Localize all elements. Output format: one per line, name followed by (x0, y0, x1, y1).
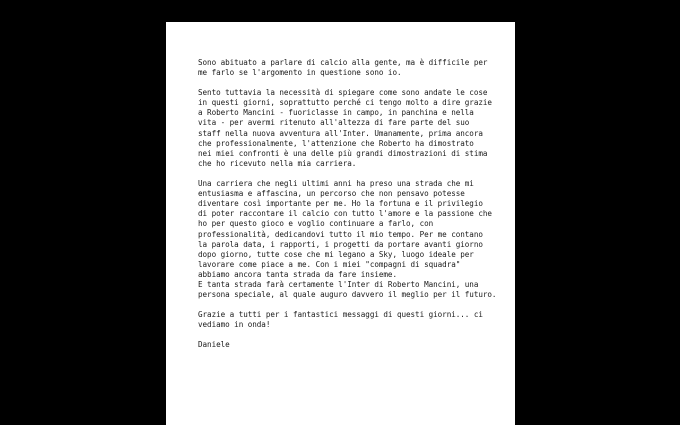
text-line: Una carriera che negli ultimi anni ha preso una strada che mi (198, 178, 474, 188)
paragraph-thanks (198, 310, 497, 330)
signature: Daniele (198, 340, 230, 350)
text-line: dopo giorno, tutte cose che mi legano a Sky, luogo ideale per (198, 249, 474, 259)
text-line: entusiasma e affascina, un percorso che non pensavo potesse (198, 188, 465, 198)
text-line: vita - per avermi ritenuto all'altezza di fare parte del suo (198, 118, 470, 128)
text-line: di poter raccontare il calcio con tutto l'amore e la passione che (198, 209, 492, 219)
text-line: vediamo in onda! (198, 320, 271, 330)
text-line: staff nella nuova avventura all'Inter. Umanamente, prima ancora (198, 128, 483, 138)
text-line: Sento tuttavia la necessità di spiegare come sono andate le cose (198, 87, 488, 97)
text-line: Sono abituato a parlare di calcio alla gente, ma è difficile per (198, 58, 488, 67)
text-line: ho per questo gioco e voglio continuare a farlo, con (198, 219, 434, 229)
text-line: nei miei confronti è una delle più grandi dimostrazioni di stima (198, 148, 488, 158)
text-line: persona speciale, al quale auguro davvero il meglio per il futuro. (198, 290, 497, 300)
text-line: me farlo se l'argomento in questione sono io. (198, 68, 402, 78)
text-line: lavorare come piace a me. Con i miei "compagni di squadra" (198, 260, 461, 269)
text-line: diventare così importante per me. Ho la fortuna e il privilegio (198, 199, 483, 209)
text-line: a Roberto Mancini - fuoriclasse in campo, in panchina e nella (198, 108, 474, 118)
letter-page (166, 22, 515, 425)
paragraph-intro (198, 58, 497, 78)
text-line: professionalità, dedicandovi tutto il mio tempo. Per me contano (198, 229, 483, 239)
text-line: che ho ricevuto nella mia carriera. (198, 159, 357, 168)
text-line: E tanta strada farà certamente l'Inter di Roberto Mancini, una (198, 280, 479, 290)
text-line: che professionalmente, l'attenzione che Roberto ha dimostrato (198, 138, 474, 148)
paragraph-gratitude (198, 88, 497, 169)
paragraph-inter (198, 280, 497, 300)
text-line: abbiamo ancora tanta strada da fare insieme. (198, 270, 397, 280)
text-line: la parola data, i rapporti, i progetti da portare avanti giorno (198, 239, 483, 249)
text-line: Grazie a tutti per i fantastici messaggi di questi giorni... ci (198, 310, 483, 320)
text-line: in questi giorni, soprattutto perché ci tengo molto a dire grazie (198, 98, 492, 108)
paragraph-career (198, 179, 497, 281)
